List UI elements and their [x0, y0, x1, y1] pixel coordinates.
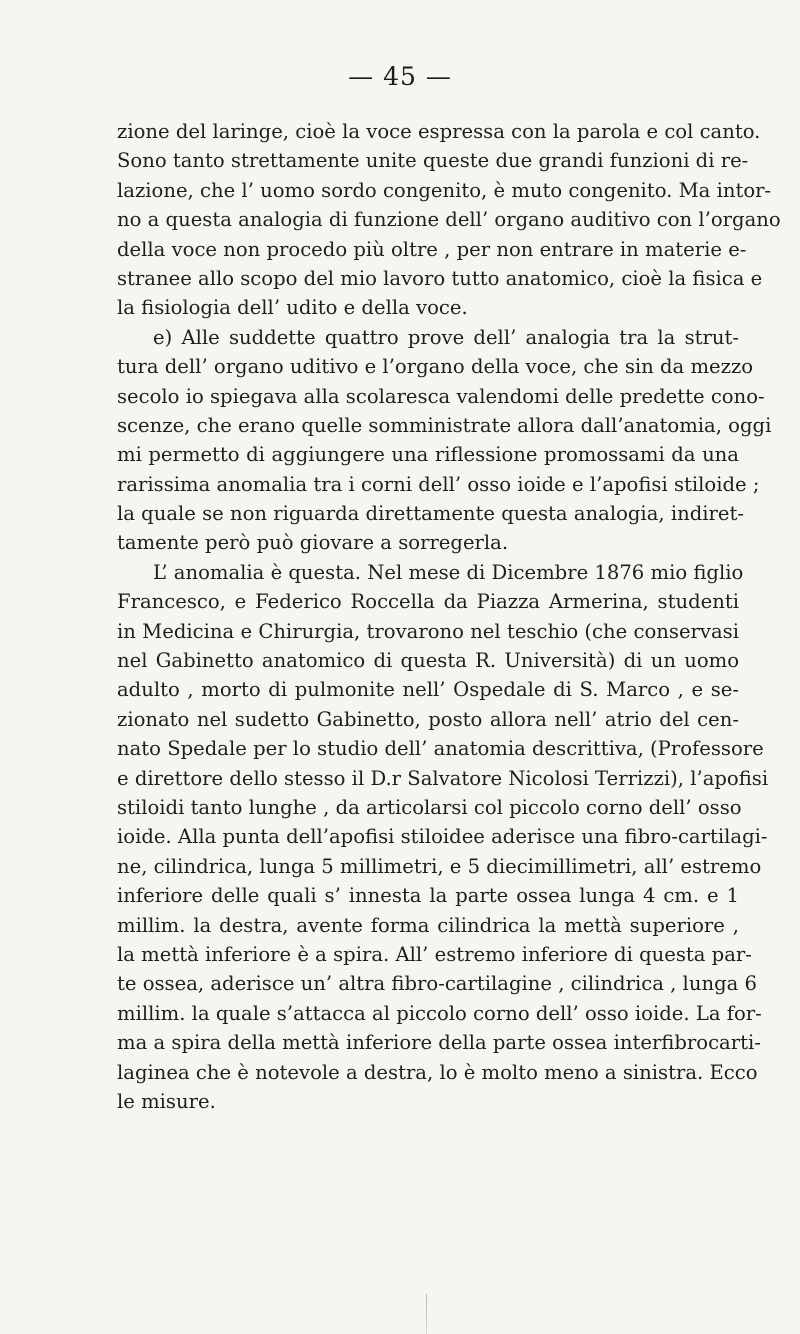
- text-line: tamente però può giovare a sorregerla.: [117, 531, 509, 555]
- text-line: e) Alle suddette quattro prove dell’ analogia tra la strut-: [153, 325, 739, 349]
- text-line: ma a spira della mettà inferiore della parte ossea interfibrocarti-: [117, 1031, 761, 1055]
- text-line: la quale se non riguarda direttamente questa analogia, indiret-: [117, 502, 744, 526]
- text-line: stiloidi tanto lunghe , da articolarsi col piccolo corno dell’ osso: [117, 795, 742, 819]
- text-line: no a questa analogia di funzione dell’ organo auditivo con l’organo: [117, 208, 781, 232]
- text-line: tura dell’ organo uditivo e l’organo della voce, che sin da mezzo: [117, 355, 754, 379]
- text-line: adulto , morto di pulmonite nell’ Ospedale di S. Marco , e se-: [117, 678, 739, 702]
- text-line: nel Gabinetto anatomico di questa R. Università) di un uomo: [117, 649, 739, 673]
- body-text: [117, 117, 781, 1116]
- text-line: inferiore delle quali s’ innesta la parte ossea lunga 4 cm. e 1: [117, 884, 739, 908]
- text-line: ne, cilindrica, lunga 5 millimetri, e 5 diecimillimetri, all’ estremo: [117, 854, 762, 878]
- text-line: zione del laringe, cioè la voce espressa con la parola e col canto.: [117, 120, 761, 143]
- text-line: stranee allo scopo del mio lavoro tutto anatomico, cioè la fisica e: [117, 266, 763, 290]
- text-line: secolo io spiegava alla scolaresca valendomi delle predette cono-: [117, 384, 765, 408]
- text-line: lazione, che l’ uomo sordo congenito, è muto congenito. Ma intor-: [117, 178, 772, 202]
- text-line: e direttore dello stesso il D.r Salvatore Nicolosi Terrizzi), l’apofisi: [117, 766, 769, 790]
- text-line: millim. la destra, avente forma cilindrica la mettà superiore ,: [117, 913, 739, 937]
- text-line: L’ anomalia è questa. Nel mese di Dicembre 1876 mio figlio: [153, 560, 744, 584]
- text-line: zionato nel sudetto Gabinetto, posto allora nell’ atrio del cen-: [117, 707, 739, 731]
- text-line: scenze, che erano quelle somministrate allora dall’anatomia, oggi: [117, 413, 772, 437]
- text-line: ioide. Alla punta dell’apofisi stiloidee aderisce una fibro-cartilagi-: [117, 825, 768, 849]
- text-line: nato Spedale per lo studio dell’ anatomia descrittiva, (Professore: [117, 737, 764, 761]
- text-line: te ossea, aderisce un’ altra fibro-cartilagine , cilindrica , lunga 6: [117, 972, 757, 996]
- text-line: la fisiologia dell’ udito e della voce.: [117, 296, 468, 320]
- text-line: la mettà inferiore è a spira. All’ estremo inferiore di questa par-: [117, 942, 752, 966]
- text-line: in Medicina e Chirurgia, trovarono nel teschio (che conservasi: [117, 619, 739, 643]
- text-line: Francesco, e Federico Roccella da Piazza Armerina, studenti: [117, 590, 739, 614]
- text-line: rarissima anomalia tra i corni dell’ osso ioide e l’apofisi stiloide ;: [117, 472, 760, 496]
- text-line: della voce non procedo più oltre , per non entrare in materie e-: [117, 237, 747, 261]
- text-line: millim. la quale s’attacca al piccolo corno dell’ osso ioide. La for-: [117, 1001, 762, 1025]
- page-number-header: — 45 —: [348, 62, 452, 91]
- text-line: mi permetto di aggiungere una riflessione promossami da una: [117, 443, 739, 467]
- text-line: Sono tanto strettamente unite queste due grandi funzioni di re-: [117, 149, 749, 173]
- text-line: le misure.: [117, 1089, 216, 1113]
- text-line: laginea che è notevole a destra, lo è molto meno a sinistra. Ecco: [117, 1060, 758, 1084]
- scan-mark: [426, 1294, 427, 1334]
